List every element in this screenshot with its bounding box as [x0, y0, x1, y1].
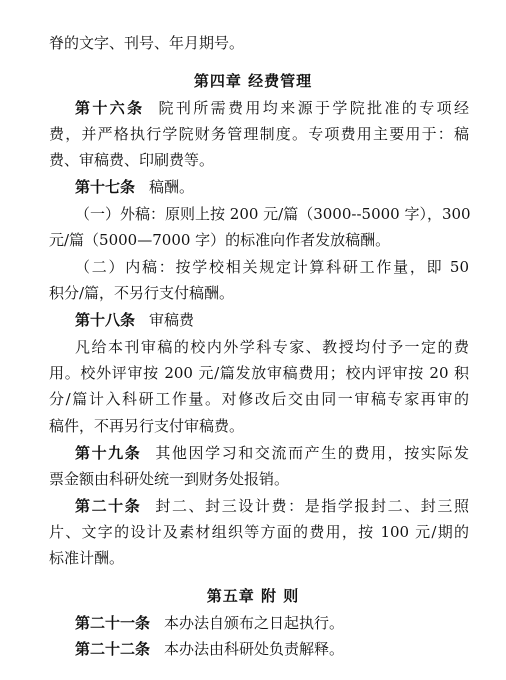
article-17-item-2-line-2: 积分/篇，不另行支付稿酬。 — [49, 284, 235, 302]
article-18-line-5: 稿件，不再另行支付审稿费。 — [49, 417, 245, 435]
article-18-line-1 — [75, 309, 469, 331]
article-17-line-1 — [75, 176, 469, 198]
article-17-item-2-line-1: （二）内稿：按学校相关规定计算科研工作量，即 50 — [75, 258, 469, 276]
article-20-line-2: 片、文字的设计及素材组织等方面的费用，按 100 元/期的 — [49, 523, 469, 541]
chapter-4-heading: 第四章 经费管理 — [193, 72, 313, 90]
article-22-text: 本办法由科研处负责解释。 — [164, 640, 345, 658]
article-20-line-1 — [75, 495, 469, 517]
article-19-line-1 — [75, 442, 469, 464]
article-17-label: 第十七条 — [75, 178, 136, 196]
article-18-line-2: 凡给本刊审稿的校内外学科专家、教授均付予一定的费 — [75, 338, 469, 356]
article-17-item-1-line-1: （一）外稿：原则上按 200 元/篇（3000--5000 字），300 — [75, 205, 471, 223]
article-16-line-1 — [75, 97, 469, 119]
article-16-text-1: 院刊所需费用均来源于学院批准的专项经 — [158, 99, 469, 117]
article-20-label: 第二十条 — [75, 497, 142, 515]
article-16-label: 第十六条 — [75, 99, 145, 117]
article-21-line — [75, 612, 469, 634]
article-22-label: 第二十二条 — [75, 640, 151, 658]
chapter-5-heading: 第五章 附 则 — [206, 587, 300, 605]
article-16-line-2: 费，并严格执行学院财务管理制度。专项费用主要用于：稿 — [49, 125, 469, 143]
article-20-line-3: 标准计酬。 — [49, 549, 125, 567]
article-17-text: 稿酬。 — [149, 178, 195, 196]
article-22-line — [75, 638, 469, 660]
article-19-text-1: 其他因学习和交流而产生的费用，按实际发 — [155, 444, 469, 462]
article-18-line-4: 分/篇计入科研工作量。对修改后交由同一审稿专家再审的 — [49, 390, 469, 408]
article-21-label: 第二十一条 — [75, 614, 151, 632]
article-21-text: 本办法自颁布之日起执行。 — [164, 614, 345, 632]
article-18-line-3: 用。校外评审按 200 元/篇发放审稿费用；校内评审按 20 积 — [49, 364, 469, 382]
article-19-label: 第十九条 — [75, 444, 142, 462]
article-19-line-2: 票金额由科研处统一到财务处报销。 — [49, 470, 290, 488]
article-17-item-1-line-2: 元/篇（5000—7000 字）的标准向作者发放稿酬。 — [49, 231, 391, 249]
article-18-title: 审稿费 — [149, 311, 195, 329]
article-20-text-1: 封二、封三设计费：是指学报封二、封三照 — [155, 497, 469, 515]
continuation-line: 脊的文字、刊号、年月期号。 — [49, 34, 245, 52]
article-18-label: 第十八条 — [75, 311, 136, 329]
article-16-line-3: 费、审稿费、印刷费等。 — [49, 151, 215, 169]
